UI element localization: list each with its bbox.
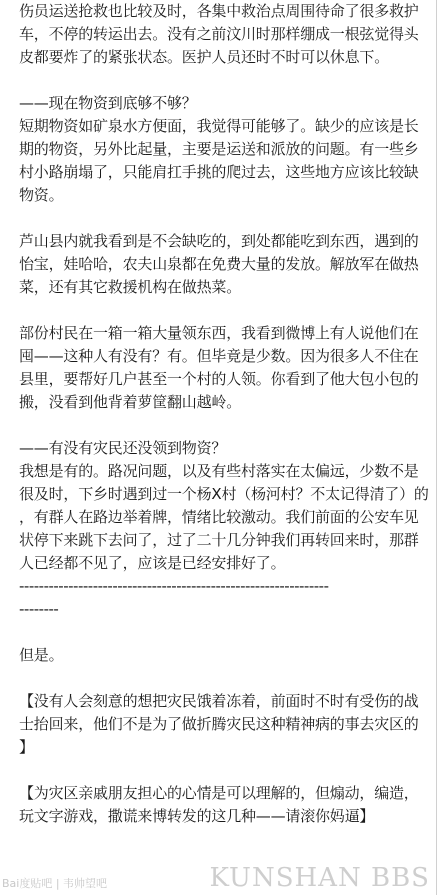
- text-line: 菜，还有其它救援机构在做热菜。: [19, 278, 242, 296]
- paragraph-gap: [19, 69, 435, 92]
- text-line: 村小路崩塌了，只能肩扛手挑的爬过去，这些地方应该比较缺: [19, 163, 419, 181]
- text-line: 县里，要帮好几户甚至一个村的人领。你看到了他大包小包的: [19, 370, 419, 388]
- text-line: 人已经都不见了，应该是已经安排好了。: [19, 554, 286, 572]
- text-line: ——有没有灾民还没领到物资？: [19, 439, 227, 457]
- text-line: 伤员运送抢救也比较及时，各集中救治点周围待命了很多救护: [19, 2, 419, 20]
- text-line: 很及时，下乡时遇到过一个杨X村（杨河村？不太记得清了）的: [19, 485, 429, 503]
- text-line: 怡宝，娃哈哈，农夫山泉都在免费大量的发放。解放军在做热: [19, 255, 419, 273]
- text-line: 【为灾区亲戚朋友担心的心情是可以理解的，但煽动，编造，: [19, 784, 419, 802]
- text-line: 物资。: [19, 186, 64, 204]
- dashed-separator: --------: [19, 600, 59, 618]
- text-line: 搬，没看到他背着萝筐翻山越岭。: [19, 393, 242, 411]
- text-line: ——现在物资到底够不够？: [19, 94, 197, 112]
- paragraph-gap: [19, 414, 435, 437]
- text-line: 】: [19, 738, 34, 756]
- post-body: [19, 0, 435, 828]
- text-line: 芦山县内就我看到是不会缺吃的，到处都能吃到东西，遇到的: [19, 232, 419, 250]
- paragraph-gap: [19, 759, 435, 782]
- text-line: 囤——这种人有没有？有。但毕竟是少数。因为很多人不住在: [19, 347, 419, 365]
- text-line: 状停下来跳下去问了，过了二十几分钟我们再转回来时，那群: [19, 531, 419, 549]
- text-line: 期的物资，另外比起量，主要是运送和派放的问题。有一些乡: [19, 140, 419, 158]
- text-line: 部份村民在一箱一箱大量领东西，我看到微博上有人说他们在: [19, 324, 419, 342]
- paragraph-gap: [19, 621, 435, 644]
- text-line: 车，不停的转运出去。没有之前汶川时那样绷成一根弦觉得头: [19, 25, 419, 43]
- text-line: 短期物资如矿泉水方便面，我觉得可能够了。缺少的应该是长: [19, 117, 419, 135]
- text-line: 士抬回来，他们不是为了做折腾灾民这种精神病的事去灾区的: [19, 715, 419, 733]
- dashed-separator: ---------------------------------------------------------------: [19, 577, 329, 595]
- text-line: 玩文字游戏，撒谎来博转发的这几种——请滚你妈逼】: [19, 807, 375, 825]
- paragraph-gap: [19, 667, 435, 690]
- paragraph-gap: [19, 207, 435, 230]
- text-line: 但是。: [19, 646, 64, 664]
- kunshan-bbs-watermark: KUNSHAN BBS: [209, 863, 430, 893]
- paragraph-gap: [19, 299, 435, 322]
- text-line: 皮都要炸了的紧张状态。医护人员还时不时可以休息下。: [19, 48, 390, 66]
- text-line: ，有群人在路边举着牌，情绪比较激动。我们前面的公安车见: [19, 508, 419, 526]
- text-line: 【没有人会刻意的想把灾民饿着冻着，前面时不时有受伤的战: [19, 692, 419, 710]
- text-line: 我想是有的。路况问题，以及有些村落实在太偏远，少数不是: [19, 462, 419, 480]
- baidu-tieba-watermark: Bai度贴吧 | 韦帅望吧: [2, 877, 108, 890]
